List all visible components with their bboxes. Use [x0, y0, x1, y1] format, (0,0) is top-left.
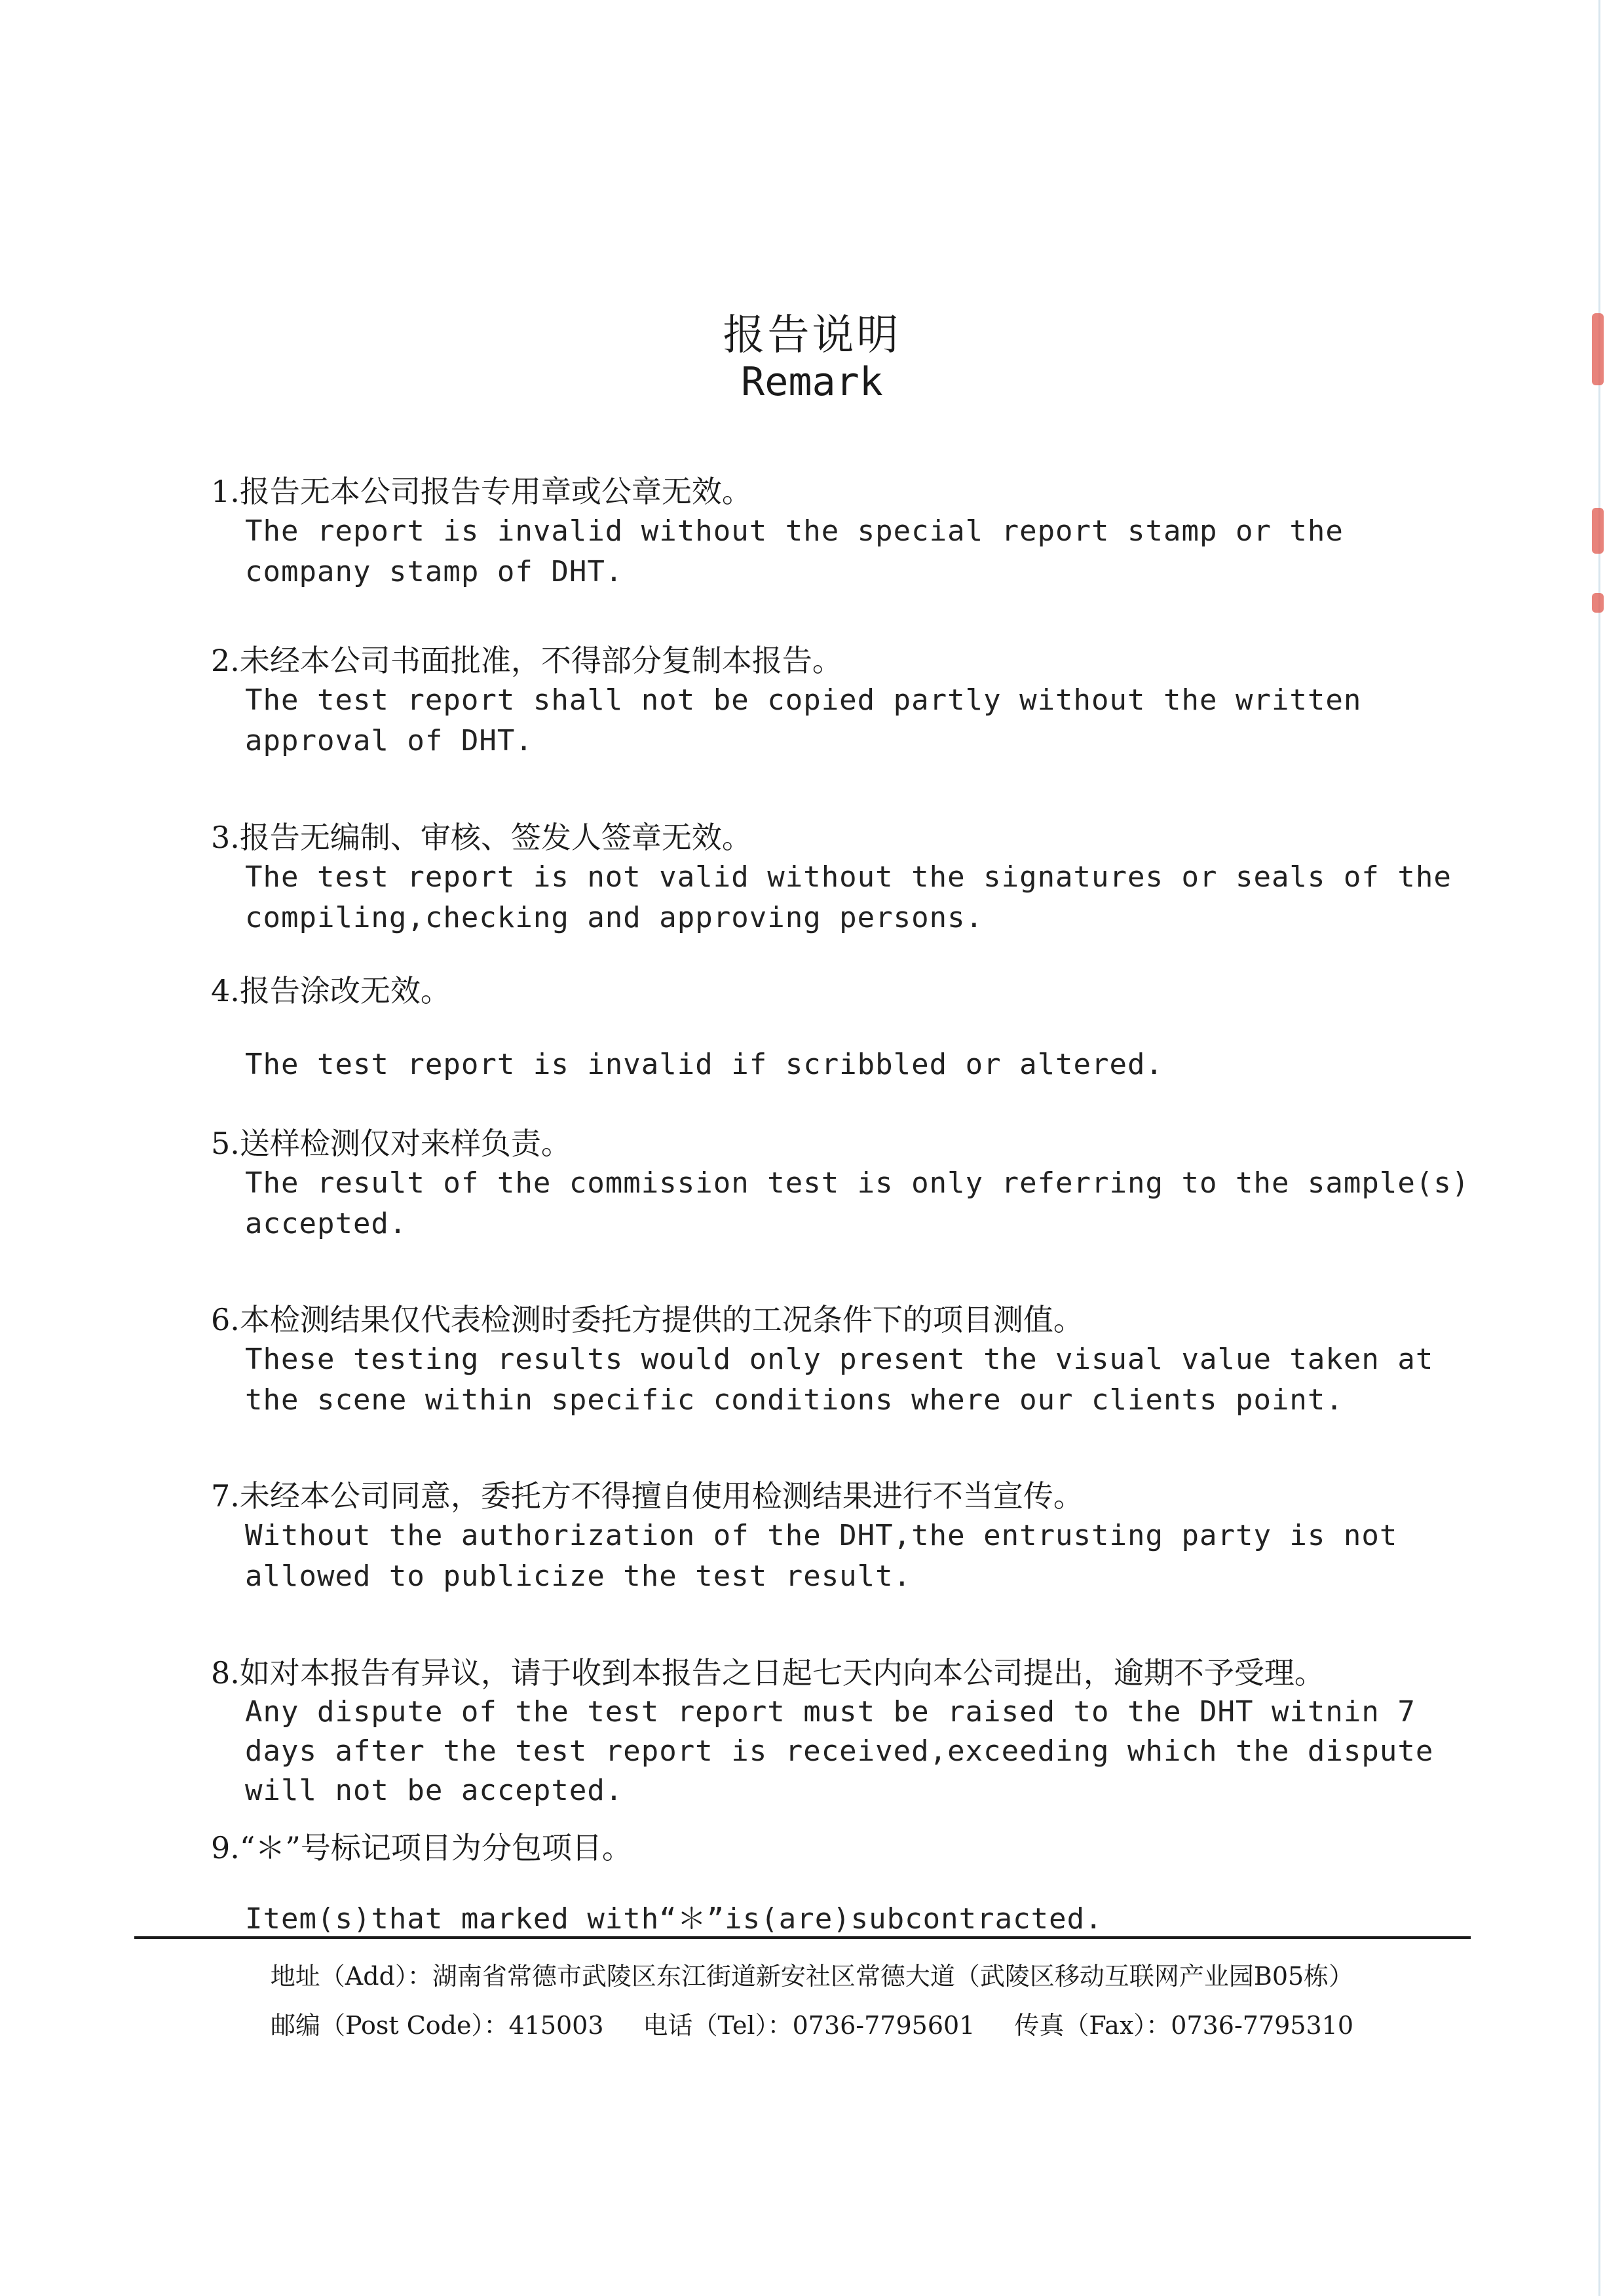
remark-cn — [211, 472, 1475, 511]
remark-number: 6. — [211, 1302, 240, 1337]
remark-number: 9. — [211, 1830, 240, 1866]
remark-item — [211, 818, 1475, 938]
remark-cn-text: 报告无本公司报告专用章或公章无效。 — [239, 474, 752, 509]
remark-item — [211, 1828, 1475, 1940]
remark-cn-text: “＊”号标记项目为分包项目。 — [239, 1830, 632, 1866]
remark-item — [211, 971, 1475, 1085]
remark-en-text: Any dispute of the test report must be raised to the DHT witnin 7 days after the test report is received,exceeding which the dispute will not be accepted. — [245, 1695, 1434, 1807]
footer-post-code: 邮编（Post Code）：415003 — [270, 2011, 604, 2040]
remark-cn — [211, 641, 1475, 680]
remark-item — [211, 1476, 1475, 1597]
remark-number: 8. — [211, 1655, 240, 1691]
remark-cn — [211, 1828, 1475, 1867]
page-title-en: Remark — [741, 359, 883, 405]
remark-en-text: These testing results would only present the visual value taken at the scene within specific conditions where our clients point. — [245, 1343, 1434, 1417]
remark-item — [211, 472, 1475, 592]
remark-cn-text: 送样检测仅对来样负责。 — [239, 1126, 571, 1161]
footer-fax: 传真（Fax）：0736-7795310 — [1014, 2011, 1354, 2040]
remark-item — [211, 1300, 1475, 1421]
remark-cn — [211, 818, 1475, 857]
remark-cn-text: 本检测结果仅代表检测时委托方提供的工况条件下的项目测值。 — [239, 1302, 1084, 1337]
remark-cn — [211, 1124, 1475, 1163]
remark-item — [211, 641, 1475, 761]
remark-number: 7. — [211, 1478, 240, 1514]
remark-en-text: The result of the commission test is only referring to the sample(s) accepted. — [245, 1166, 1470, 1240]
footer-contact — [0, 2005, 1624, 2041]
remark-item — [211, 1653, 1475, 1810]
remark-number: 1. — [211, 474, 240, 509]
remark-en-text: The test report is invalid if scribbled or altered. — [245, 1048, 1164, 1081]
stamp-fragment — [1592, 508, 1604, 554]
remark-en-text: The test report is not valid without the signatures or seals of the compiling,checking and approving persons. — [245, 860, 1452, 934]
remark-cn-text: 报告涂改无效。 — [239, 973, 451, 1008]
remark-cn — [211, 971, 1475, 1010]
remark-cn-text: 报告无编制、审核、签发人签章无效。 — [239, 820, 752, 855]
remark-cn-text: 未经本公司同意，委托方不得擅自使用检测结果进行不当宣传。 — [239, 1478, 1084, 1514]
remark-number: 3. — [211, 820, 240, 855]
remark-number: 4. — [211, 973, 240, 1008]
remark-cn — [211, 1300, 1475, 1339]
remark-cn-text: 未经本公司书面批准，不得部分复制本报告。 — [239, 643, 842, 678]
remark-en-text: Item(s)that marked with“＊”is(are)subcontracted. — [245, 1902, 1103, 1936]
remark-number: 5. — [211, 1126, 240, 1161]
remark-cn — [211, 1476, 1475, 1516]
remark-number: 2. — [211, 643, 240, 678]
remark-en-text: Without the authorization of the DHT,the entrusting party is not allowed to publicize the test result. — [245, 1519, 1398, 1593]
page-title-cn: 报告说明 — [723, 311, 901, 360]
remark-en-text: The report is invalid without the special report stamp or the company stamp of DHT. — [245, 514, 1344, 588]
remark-en-text: The test report shall not be copied partly without the written approval of DHT. — [245, 683, 1362, 757]
stamp-fragment — [1592, 593, 1604, 613]
remark-cn-text: 如对本报告有异议，请于收到本报告之日起七天内向本公司提出，逾期不予受理。 — [239, 1655, 1325, 1691]
footer-divider — [134, 1936, 1471, 1939]
remark-cn — [211, 1653, 1475, 1693]
footer-tel: 电话（Tel）：0736-7795601 — [643, 2011, 975, 2040]
remark-item — [211, 1124, 1475, 1244]
footer-address: 地址（Add）：湖南省常德市武陵区东江街道新安社区常德大道（武陵区移动互联网产业园B05栋） — [270, 1962, 1354, 1991]
